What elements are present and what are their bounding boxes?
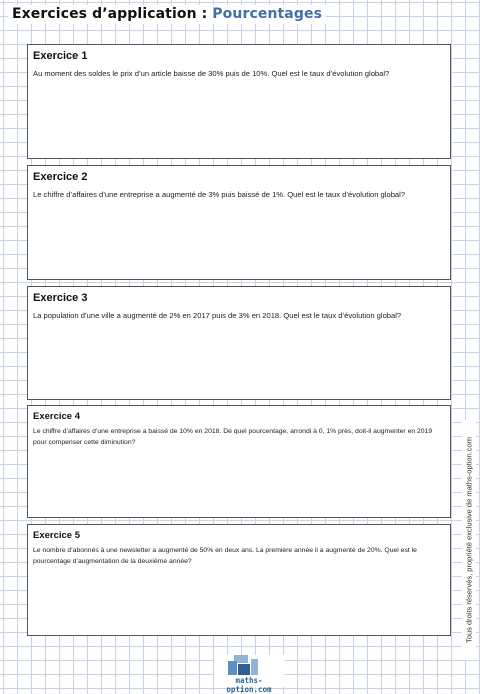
page-title-prefix: Exercices d’application : bbox=[12, 6, 213, 22]
exercise-5-text: Le nombre d’abonnés à une newsletter a augmenté de 50% en deux ans. La première année il a augmenté de 20%. Quel est le pourcentage d’augmentation de la deuxième année? bbox=[33, 547, 417, 565]
copyright-side-note bbox=[462, 420, 476, 660]
exercise-4-title: Exercice 4 bbox=[33, 411, 81, 422]
exercise-3-box bbox=[27, 286, 451, 400]
page-title bbox=[8, 5, 326, 24]
logo-squares-icon bbox=[228, 655, 258, 676]
exercise-1-text: Au moment des soldes le prix d’un article baisse de 30% puis de 10%. Quel est le taux d’évolution global? bbox=[33, 69, 390, 78]
exercise-5-box bbox=[27, 524, 451, 636]
exercise-2-title: Exercice 2 bbox=[33, 171, 88, 183]
exercise-3-text: La population d’une ville a augmenté de 2% en 2017 puis de 3% en 2018. Quel est le taux d’évolution global? bbox=[33, 311, 402, 320]
exercise-4-box bbox=[27, 405, 451, 518]
site-logo[interactable] bbox=[214, 655, 284, 694]
logo-text: maths-option.com bbox=[226, 676, 272, 694]
exercise-5-title: Exercice 5 bbox=[33, 530, 81, 541]
exercise-4-text: Le chiffre d’affaires d’une entreprise a baissé de 10% en 2018. De quel pourcentage, arrondi à 0, 1% près, doit-il augmenter en 2019 pour compenser cette diminution? bbox=[33, 428, 433, 446]
copyright-text: Tous droits réservés, propriété exclusive de maths-option.com bbox=[464, 437, 474, 643]
exercise-3-title: Exercice 3 bbox=[33, 292, 88, 304]
exercise-2-text: Le chiffre d’affaires d’une entreprise a augmenté de 3% puis baissé de 1%. Quel est le taux d’évolution global? bbox=[33, 190, 406, 199]
exercise-1-title: Exercice 1 bbox=[33, 50, 88, 62]
exercise-2-box bbox=[27, 165, 451, 280]
exercise-1-box bbox=[27, 44, 451, 159]
page-title-topic: Pourcentages bbox=[212, 6, 322, 22]
